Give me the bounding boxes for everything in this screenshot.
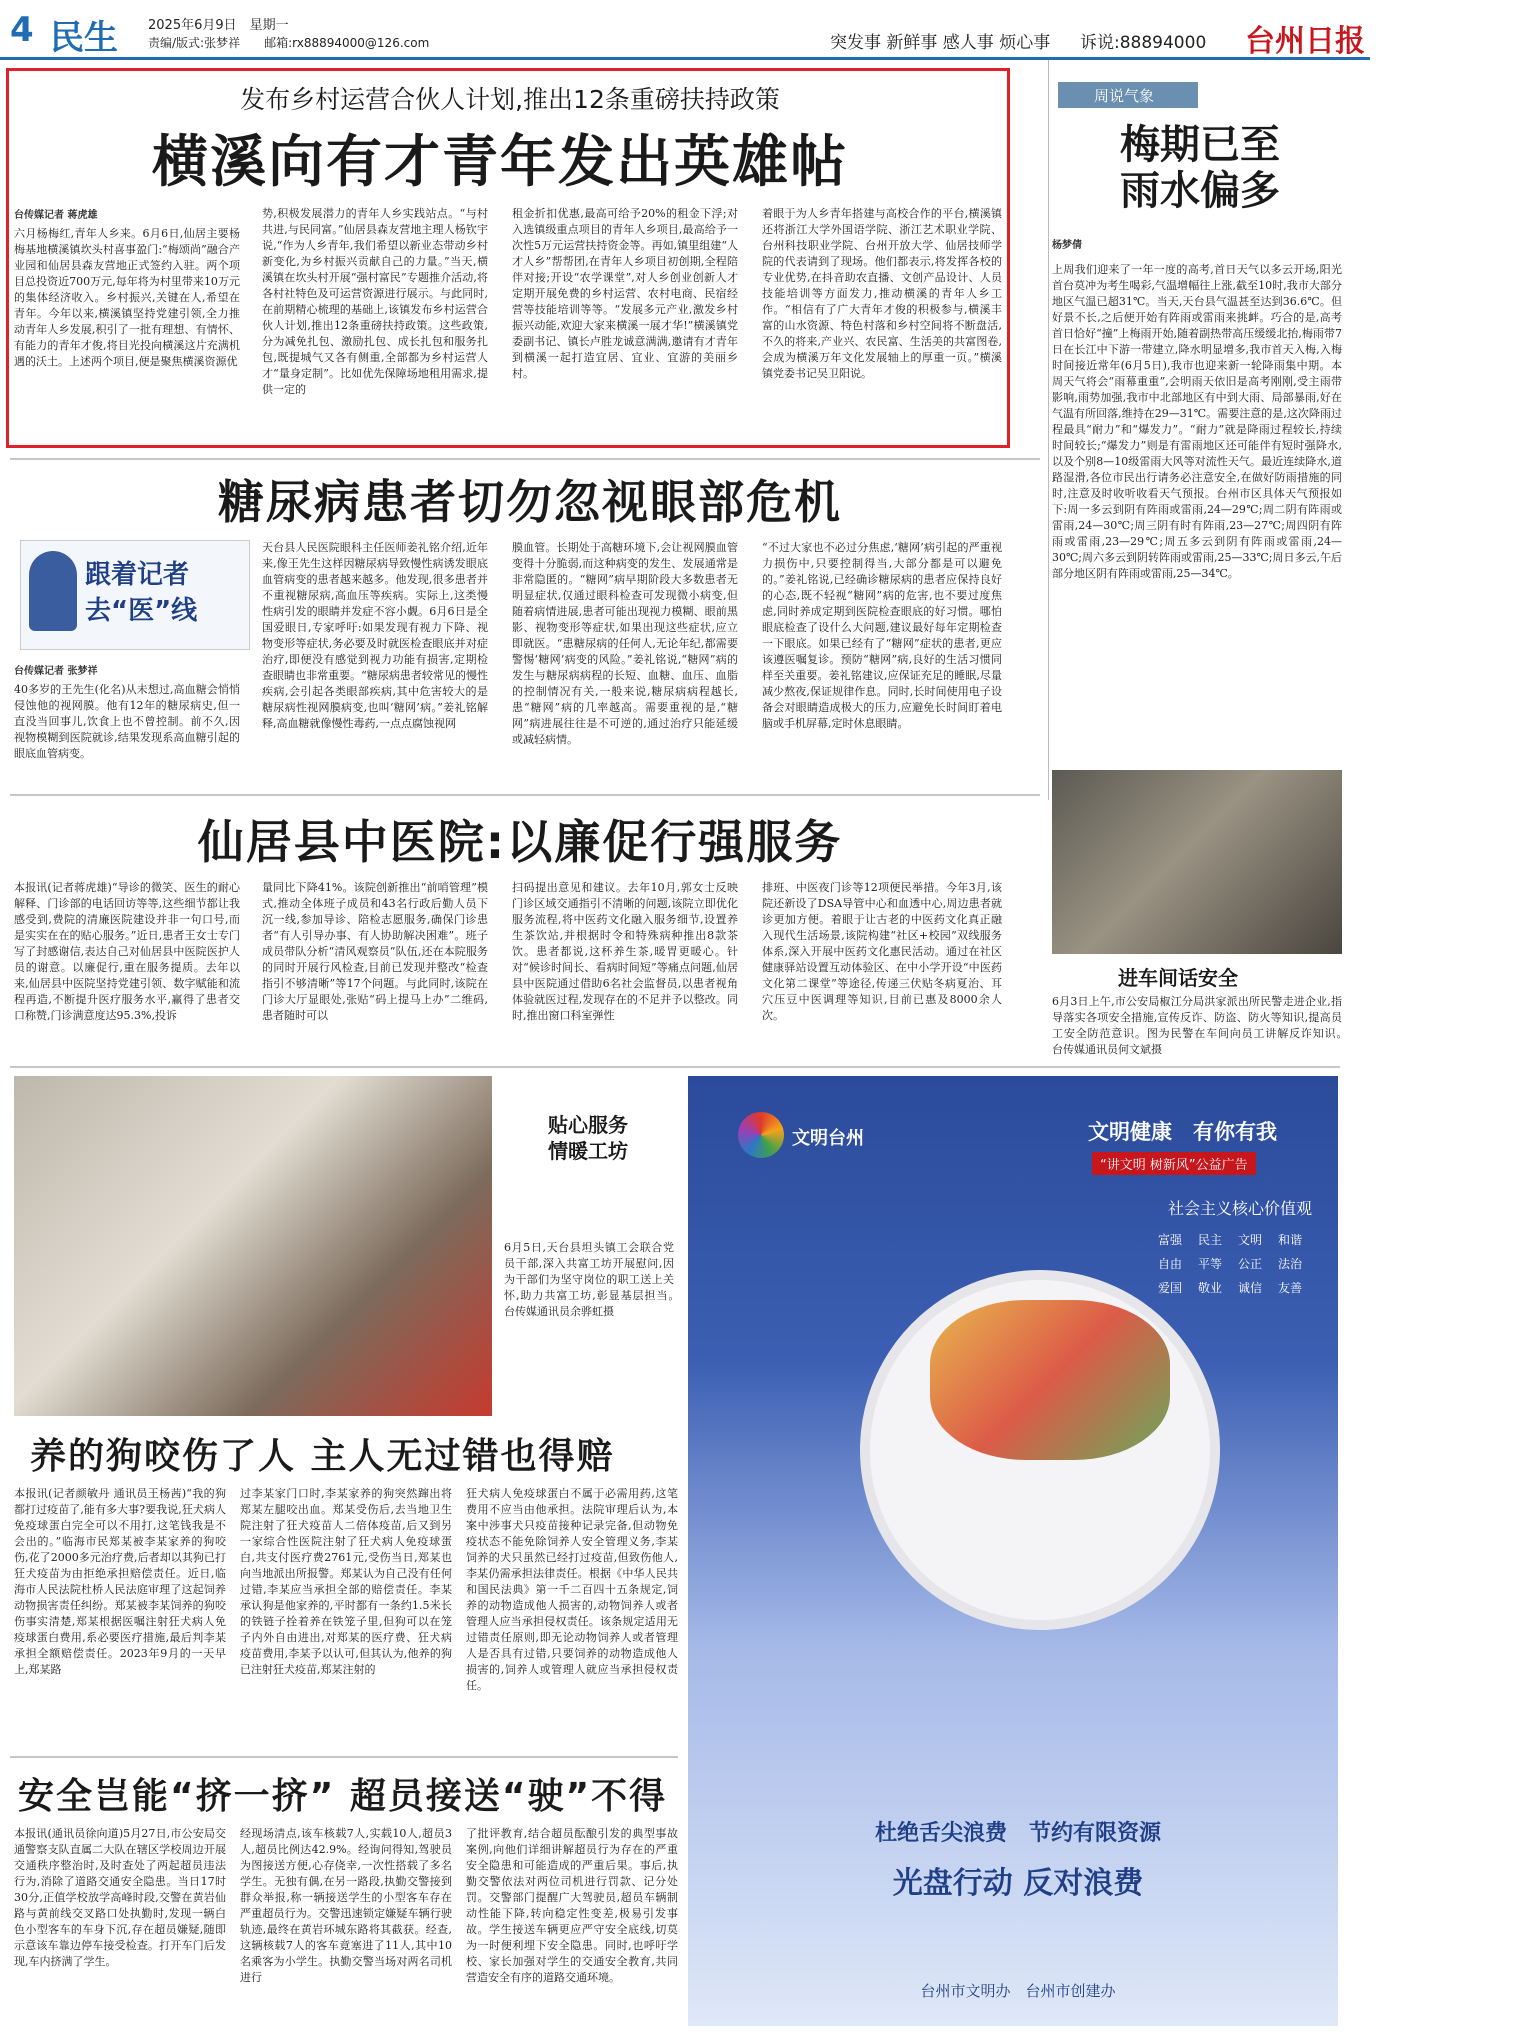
weather-column-tag: 周说气象	[1058, 82, 1198, 108]
article1-col-2: 势,积极发展潜力的青年人乡实践站点。“与村共进,与民同富。”仙居县森友营地主理人杨钦宇说,“作为人乡青年,我们希望以新业态带动乡村新变化,为乡村振兴贡献自己的力量。”当天,横溪镇在坎头村开展“强村富民”专题推介活动,将各村社特色及可运营资源进行展示。与此同时,在前期精心梳理的基础上,该镇发布乡村运营合伙人计划,推出12条重磅扶持政策。这些政策,分为减免扎包、激励扎包、成长扎包和服务扎包,既提城气又各有侧重,全部都为乡村运营人才“量身定制”。比如优先保障场地租用需求,提供一定的	[262, 207, 488, 396]
editor-line: 责编/版式:张梦祥 邮箱:rx88894000@126.com	[148, 36, 430, 50]
article5-col-3: 了批评教育,结合超员酝酿引发的典型事故案例,向他们详细讲解超员行为存在的严重安全隐患和可能造成的严重后果。事后,执勤交警依法对两位司机进行罚款、记分处罚。交警部门提醒广大驾驶员,超员车辆制动性能下降,转向稳定性变差,极易引发事故。学生接送车辆更应严守安全底线,切莫为一时便利埋下安全隐患。同时,也呼吁学校、家长加强对学生的交通安全教育,共同营造安全有序的道路交通环境。	[466, 1827, 678, 1984]
photo-a-text: 6月3日上午,市公安局椒江分局洪家派出所民警走进企业,指导落实各项安全措施,宣传反诈、防盗、防火等知识,提高员工安全防范意识。图为民警在车间向员工讲解反诈知识。 台传媒通讯员何文斌摄	[1052, 995, 1353, 1056]
values-title: 社会主义核心价值观	[1168, 1199, 1313, 1218]
article5-col-1: 本报讯(通讯员徐向道)5月27日,市公安局交通警察支队直属二大队在辖区学校周边开展交通秩序整治时,及时查处了两起超员违法行为,消除了道路交通安全隐患。当日17时30分,正值学校放学高峰时段,交警在黄岩仙路与黄前线交叉路口处执勤时,发现一辆白色小型客车的车身下沉,存在超员嫌疑,随即示意该车靠边停车接受检查。打开车门后发现,车内挤满了学生。	[14, 1827, 226, 1968]
ad-org: 台州市文明办 台州市创建办	[920, 1982, 1116, 2000]
weather-title: 梅期已至 雨水偏多	[1120, 122, 1280, 214]
value-item: 法治	[1278, 1257, 1303, 1271]
page-number: 4	[10, 10, 34, 50]
value-item: 自由	[1158, 1257, 1183, 1271]
issue-date: 2025年6月9日 星期一	[148, 18, 289, 33]
divider	[10, 1756, 678, 1758]
value-item: 敬业	[1198, 1281, 1223, 1295]
doctor-icon	[29, 551, 77, 631]
article3-headline: 仙居县中医院:以廉促行强服务	[197, 815, 843, 869]
article2-col-1: 40多岁的王先生(化名)从未想过,高血糖会悄悄侵蚀他的视网膜。他有12年的糖尿病史,但一直没当回事儿,饮食上也不曾控制。前不久,因视物模糊到医院就诊,结果发现系高血糖引起的眼底血管病变。	[14, 683, 240, 760]
ad-slogan-2: “讲文明 树新风”公益广告	[1092, 1152, 1256, 1175]
hotline: 诉说:88894000	[1080, 33, 1207, 53]
weather-text: 上周我们迎来了一年一度的高考,首日天气以多云开场,阳光首台莫冲为考生喝彩,气温增幅往上涨,截至10时,我市大部分地区气温已超31℃。当天,天台县气温甚至达到36.6℃。但好景不长,之后便开始有阵雨或雷雨来挑衅。巧合的是,高考首日恰好“撞”上梅雨开始,随着副热带高压缓缓北抬,梅雨带7日在长江中下游一带建立,降水明显增多,我市首天入梅,入梅时间接近常年(6月5日),我市也迎来新一轮降雨集中期。本周天气将会“雨幕重重”,会明雨天依旧是高考刚刚,受主雨带影响,雨势加强,我市中北部地区有中到大雨、局部暴雨,好在气温有所回落,维持在29—31℃。需要注意的是,这次降雨过程最具“耐力”和“爆发力”。“耐力”就是降雨过程较长,持续时间较长;“爆发力”则是有雷雨地区还可能伴有短时强降水,以及个别8—10级雷雨大风等对流性天气。最近连续降水,道路湿滑,各位市民出行请务必注意安全,在做好防雨措施的同时,注意及时收听收看天气预报。台州市区具体天气预报如下:周一多云到阴有阵雨或雷雨,24—29℃;周二阴有阵雨或雷雨,24—30℃;周三阴有时有阵雨,23—27℃;周四阴有阵雨或雷雨,23—29℃;周五多云到阴有阵雨或雷雨,24—30℃;周六多云到阴转阵雨或雷雨,25—33℃;周日多云,午后部分地区阴有阵雨或雷雨,25—34℃。	[1052, 263, 1343, 580]
value-item: 爱国	[1158, 1281, 1183, 1295]
ad-bottom-2: 光盘行动 反对浪费	[892, 1866, 1144, 1901]
article3-col-3: 扫码提出意见和建议。去年10月,郭女士反映门诊区域交通指引不清晰的问题,该院立即优化服务流程,将中医药文化融入服务细节,设置养生茶饮站,并根据时令和特殊病种推出8款茶饮。患者都说,这杯养生茶,暖胃更暖心。针对“候诊时间长、看病时间短”等痛点问题,仙居县中医院通过借助6名社会监督员,以患者视角体验就医过程,发现存在的不足并予以整改。同时,推出窗口科室弹性	[512, 881, 738, 1022]
value-item: 民主	[1198, 1233, 1223, 1247]
article2-col-3: 膜血管。长期处于高糖环境下,会让视网膜血管变得十分脆弱,而这种病变的发生、发展通常是非常隐匿的。“糖网”病早期阶段大多数患者无明显症状,仅通过眼科检查可发现微小病变,但随着病情进展,患者可能出现视力模糊、眼前黑影、视物变形等症状,如果出现这些症状,应立即就医。“患糖尿病的任何人,无论年纪,都需要警惕‘糖网’病变的风险。”姜礼铭说,“糖网”病的发生与糖尿病病程的长短、血糖、血压、血脂的控制情况有关,一般来说,糖尿病病程越长,患“糖网”病的几率越高。需要重视的是,“糖网”病进展往往是不可逆的,通过治疗只能延缓或减轻病情。	[512, 541, 738, 746]
column-title: 跟着记者去“医”线	[85, 560, 198, 626]
values-grid	[1158, 1228, 1318, 1300]
article5-col-2: 经现场清点,该车核载7人,实载10人,超员3人,超员比例达42.9%。经询问得知,驾驶员为图接送方便,心存侥幸,一次性搭载了多名学生。无独有偶,在另一路段,执勤交警接到群众举报,称一辆接送学生的小型客车存在严重超员行为。交警迅速锁定嫌疑车辆行驶轨迹,最终在黄岩环城东路将其截获。经查,这辆核载7人的客车竟塞进了11人,其中10名乘客为小学生。执勤交警当场对两名司机进行	[240, 1827, 452, 1984]
divider	[10, 1066, 1340, 1068]
article1-headline: 横溪向有才青年发出英雄帖	[152, 130, 848, 195]
section-tags: 突发事 新鲜事 感人事 烦心事	[830, 33, 1051, 53]
article1-col-1: 六月杨梅红,青年人乡来。6月6日,仙居主要杨梅基地横溪镇坎头村喜事盈门:“梅颂尚”融合产业园和仙居县森友营地正式签约入驻。两个项目总投资近700万元,每年将为村里带来10万元的集体经济收入。乡村振兴,关键在人,希望在青年。今年以来,横溪镇坚持党建引领,全力推动青年人乡发展,积引了一批有理想、有情怀、有能力的青年才俊,将目光投向横溪这片充满机遇的沃土。上述两个项目,便是聚焦横溪资源优	[14, 227, 240, 368]
photo-b-text: 6月5日,天台县坦头镇工会联合党员干部,深入共富工坊开展慰问,因为干部们为坚守岗位的职工送上关怀,助力共富工坊,彰显基层担当。 台传媒通讯员余骅虹摄	[504, 1241, 685, 1318]
photo-safety-workshop	[1052, 770, 1342, 954]
article3-col-4: 排班、中医夜门诊等12项便民举措。今年3月,该院还新设了DSA导管中心和血透中心,周边患者就诊更加方便。着眼于让古老的中医药文化真正融入现代生活场景,该院构建“社区+校园”双线服务体系,深入开展中医药文化惠民活动。通过在社区健康驿站设置互动体验区、在中小学开设“中医药文化第二课堂”等途径,传递三伏贴冬病夏治、耳穴压豆中医调理等知识,目前已惠及8000余人次。	[762, 881, 1002, 1022]
flower-logo-icon	[738, 1112, 784, 1158]
article3-col-1: 本报讯(记者蒋虎雄)“导诊的微笑、医生的耐心解释、门诊部的电话回访等等,这些细节都让我感受到,费院的清廉医院建设并非一句口号,而是实实在在的贴心服务。”近日,患者王女士专门写了封感谢信,表达自己对仙居县中医院医护人员的谢意。以廉促行,重在服务提质。去年以来,仙居县中医院坚持党建引领、数字赋能和流程再造,不断提升医疗服务水平,赢得了患者交口称赞,门诊满意度达95.3%,投诉	[14, 881, 240, 1022]
article1-col-4: 着眼于为人乡青年搭建与高校合作的平台,横溪镇还将浙江大学外国语学院、浙江艺术职业学院、台州科技职业学院、台州开放大学、仙居技师学院的代表请到了现场。他们都表示,将发挥各校的专业优势,在抖音助农直播、文创产品设计、人员技能培训等方面发力,推动横溪的青年人乡工作。“相信有了广大青年才俊的积极参与,横溪丰富的山水资源、特色村落和乡村空间将不断盘活,不久的将来,产业兴、农民富、生活美的共富图卷,会成为横溪万年文化发展轴上的厚重一页。”横溪镇党委书记吴卫阳说。	[762, 207, 1002, 380]
article1-byline: 台传媒记者 蒋虎雄	[14, 210, 98, 221]
article3-col-2: 量同比下降41%。该院创新推出“前哨管理”模式,推动全体班子成员和43名行政后勤人员下沉一线,参加导诊、陪检志愿服务,确保门诊患者“有人引导办事、有人协助解决困难”。班子成员带队分析“清风观察员”队伍,还在本院服务的同时开展行风检查,目前已发现并整改“检查指引不够清晰”等17个问题。与此同时,该院在门诊大厅显眼处,张贴“码上提马上办”二维码,患者随时可以	[262, 881, 488, 1022]
divider	[10, 458, 1040, 460]
ad-logo-text: 文明台州	[792, 1128, 864, 1149]
food-illustration	[930, 1300, 1170, 1460]
value-item: 友善	[1278, 1281, 1303, 1295]
value-item: 公正	[1238, 1257, 1263, 1271]
newspaper-logo: 台州日报	[1245, 24, 1365, 59]
article2-col-2: 天台县人民医院眼科主任医师姜礼铭介绍,近年来,像王先生这样因糖尿病导致慢性病诱发眼底血管病变的患者越来越多。他发现,很多患者并不重视糖尿病,高血压等疾病。实际上,这类慢性病引发的眼睛并发症不容小觑。6月6日是全国爱眼日,专家呼吁:如果发现有视力下降、视物变形等症状,务必要及时就医检查眼底并对症治疗,即便没有感觉到视力功能有损害,定期检查眼睛也非常重要。“糖尿病患者较常见的慢性疾病,会引起各类眼部疾病,其中危害较大的是糖尿病性视网膜病变,也叫‘糖网’病。”姜礼铭解释,高血糖就像慢性毒药,一点点腐蚀视网	[262, 541, 488, 730]
photo-b-caption: 贴心服务 情暖工坊	[548, 1113, 628, 1163]
column-banner	[20, 540, 250, 650]
ad-slogan-1: 文明健康 有你有我	[1088, 1120, 1277, 1144]
value-item: 文明	[1238, 1233, 1263, 1247]
article1-subhead: 发布乡村运营合伙人计划,推出12条重磅扶持政策	[240, 85, 780, 114]
article4-col-1: 本报讯(记者颜敏丹 通讯员王杨茜)“我的狗都打过疫苗了,能有多大事?要我说,狂犬病人免疫球蛋白完全可以不用打,这笔钱我是不会出的。”临海市民郑某被李某家养的狗咬伤,花了2000多元治疗费,后者却以其狗已打狂犬疫苗为由拒绝承担赔偿责任。近日,临海市人民法院杜桥人民法庭审理了这起饲养动物损害责任纠纷。郑某被李某饲养的狗咬伤事实清楚,郑某根据医嘱注射狂犬病人免疫球蛋白费用,系必要医疗措施,最后判李某承担全额赔偿责任。2023年9月的一天早上,郑某路	[14, 1487, 226, 1676]
section-name: 民生	[50, 18, 118, 58]
photo-a-caption: 进车间话安全	[1118, 966, 1238, 990]
article4-col-3: 狂犬病人免疫球蛋白不属于必需用药,这笔费用不应当由他承担。法院审理后认为,本案中涉事犬只疫苗接种记录完备,但动物免疫状态不能免除饲养人安全管理义务,李某饲养的犬只虽然已经打过疫苗,但致伤他人,李某仍需承担法律责任。根据《中华人民共和国民法典》第一千二百四十五条规定,饲养的动物造成他人损害的,动物饲养人或者管理人应当承担侵权责任。该条规定适用无过错责任原则,即无论动物饲养人或者管理人是否具有过错,只要饲养的动物造成他人损害的,饲养人或管理人就应当承担侵权责任。	[466, 1487, 678, 1692]
article5-headline: 安全岂能“挤一挤” 超员接送“驶”不得	[18, 1776, 668, 1817]
article2-headline: 糖尿病患者切勿忽视眼部危机	[218, 475, 842, 529]
weather-byline: 杨梦倩	[1052, 240, 1082, 251]
sidebar-divider	[1048, 60, 1049, 800]
value-item: 和谐	[1278, 1233, 1303, 1247]
photo-service-workshop	[14, 1076, 492, 1416]
value-item: 平等	[1198, 1257, 1223, 1271]
ad-bottom-1: 杜绝舌尖浪费 节约有限资源	[874, 1821, 1161, 1846]
article2-col-4: “不过大家也不必过分焦虑,‘糖网’病引起的严重视力损伤中,只要控制得当,大部分都是可以避免的。”姜礼铭说,已经确诊糖尿病的患者应保持良好的心态,既不轻视“糖网”病的危害,也不要过度焦虑,同时养成定期到医院检查眼底的好习惯。哪怕眼底检查了设什么大问题,建议最好每年定期检查一下眼底。如果已经有了“糖网”症状的患者,更应该遵医嘱复诊。预防“糖网”病,良好的生活习惯同样至关重要。姜礼铭建议,应保证充足的睡眠,尽量减少熬夜,保证规律作息。同时,长时间使用电子设备会对眼睛造成极大的压力,应避免长时间盯着电脑或手机屏幕,定时休息眼睛。	[762, 541, 1002, 730]
value-item: 富强	[1158, 1233, 1183, 1247]
article2-byline: 台传媒记者 张梦祥	[14, 666, 98, 677]
value-item: 诚信	[1238, 1281, 1263, 1295]
article4-col-2: 过李某家门口时,李某家养的狗突然蹿出将郑某左腿咬出血。郑某受伤后,去当地卫生院注射了狂犬疫苗人二倍体疫苗,后又到另一家综合性医院注射了狂犬病人免疫球蛋白,共支付医疗费2761元,受伤当日,郑某也向当地派出所报警。郑某认为自己没有任何过错,李某应当承担全部的赔偿责任。李某承认狗是他家养的,平时都有一条约1.5米长的铁链子拴着养在铁笼子里,但狗可以在笼子内外自由进出,对郑某的医疗费、狂犬病疫苗费用,李某予以认可,但其认为,他养的狗已注射狂犬疫苗,郑某注射的	[240, 1487, 452, 1676]
article4-headline: 养的狗咬伤了人 主人无过错也得赔	[30, 1436, 615, 1477]
article1-col-3: 租金折扣优惠,最高可给予20%的租金下浮;对入选镇级重点项目的青年人乡项目,最高给予一次性5万元运营扶持资金等。再如,镇里组建“人才人乡”帮帮团,在青年人乡项目初创期,全程陪伴对接;开设“农学课堂”,对人乡创业创新人才定期开展免费的乡村运营、农村电商、民宿经营等技能培训等等。“发展多元产业,激发乡村振兴动能,欢迎大家来横溪一展才华!”横溪镇党委副书记、镇长卢胜龙诚意满满,邀请有才青年到横溪一起打造宜居、宜业、宜游的美丽乡村。	[512, 207, 738, 380]
divider	[10, 794, 1040, 796]
